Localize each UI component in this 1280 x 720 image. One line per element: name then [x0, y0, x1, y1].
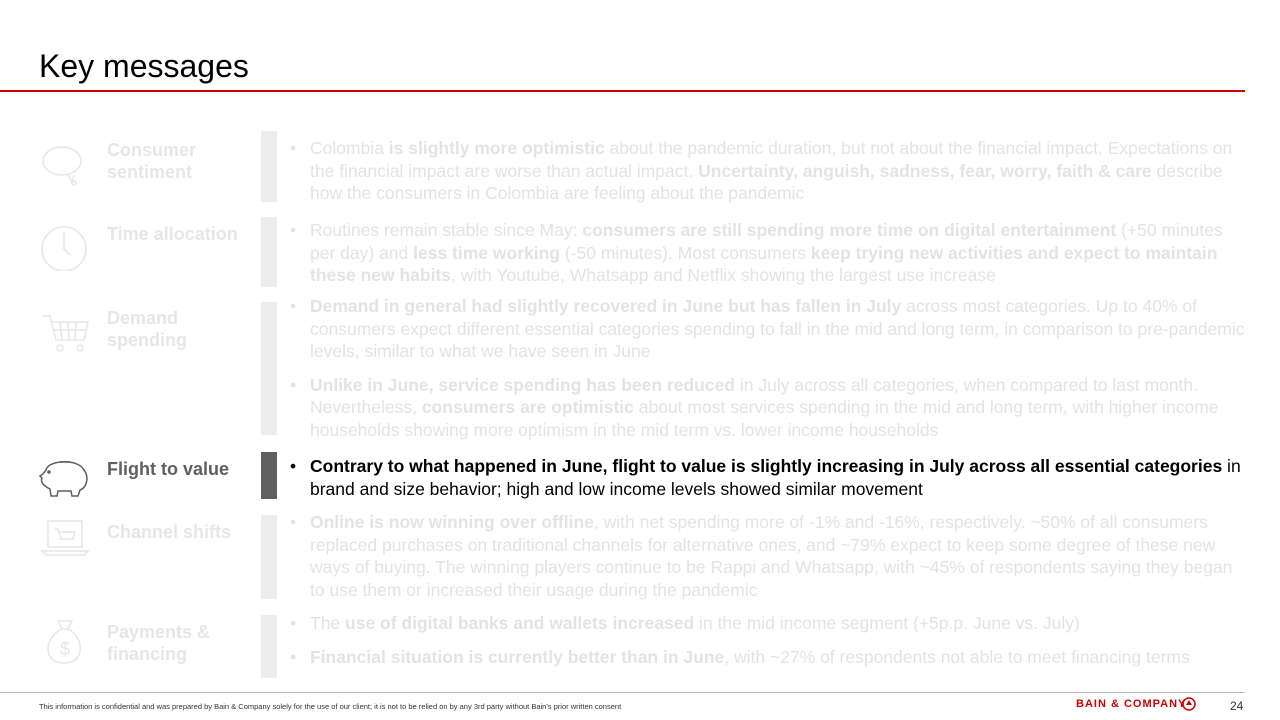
bullet-point: [290, 219, 1245, 287]
section-label: Payments & financing: [107, 622, 211, 664]
section-label: Consumer sentiment: [107, 140, 197, 182]
bullet-emphasis: less time working: [413, 242, 560, 263]
bullet-emphasis: Online is now winning over offline: [310, 512, 594, 532]
bullet-point: [290, 374, 1245, 442]
title-divider: [0, 90, 1245, 92]
bullet-point: [290, 612, 1245, 635]
section-bar: [261, 452, 277, 499]
speech-bubble-icon: [38, 139, 92, 189]
bullet-emphasis: Uncertainty, anguish, sadness, fear, worry, faith & care: [698, 160, 1152, 181]
bullet-text: describe how the consumers in Colombia are feeling about the pandemic: [310, 160, 1223, 203]
bullet-text: across most categories. Up to 40% of consumers expect different essential categories spending to fall in the mid and long term, in comparison to pre-pandemic levels, similar to what we have seen in June: [310, 296, 1245, 361]
piggy-bank-icon: [38, 454, 92, 504]
logo-mark-icon: [1182, 697, 1196, 711]
bullet-text: in the mid income segment (+5p.p. June vs. July): [694, 613, 1080, 633]
bullet-text: about most services spending in the mid and long term, with higher income households showing more optimism in the mid term vs. lower income households: [310, 397, 1219, 440]
bullet-text: (-50 minutes). Most consumers: [559, 242, 811, 263]
section-bar: [261, 217, 277, 287]
bullet-text: about the pandemic duration, but not about the financial impact. Expectations on the financial impact are worse than actual impact.: [310, 138, 1233, 181]
section-label: Demand spending: [107, 308, 187, 350]
laptop-cart-icon: [38, 515, 92, 565]
bullet-emphasis: Financial situation is currently better than in June: [310, 646, 725, 667]
bullet-text: Routines remain stable since May:: [310, 220, 583, 240]
section-bullets: [290, 455, 1245, 511]
money-bag-icon: [38, 617, 92, 667]
section-label: Channel shifts: [107, 522, 232, 542]
bullet-emphasis: keep trying new activities and expect to maintain these new habits: [310, 242, 1218, 285]
bullet-text: (+50 minutes per day) and: [310, 220, 1223, 263]
section-label: Time allocation: [107, 224, 238, 244]
bullet-point: [290, 646, 1245, 669]
company-logo: BAIN & COMPANY: [1076, 698, 1187, 710]
bullet-emphasis: Unlike in June, service spending has been reduced: [310, 374, 735, 395]
bullet-point: [290, 295, 1245, 363]
section-bullets: [290, 137, 1245, 216]
svg-text:$: $: [59, 639, 71, 659]
bullet-text: , with Youtube, Whatsapp and Netflix showing the largest use increase: [451, 265, 996, 285]
bullet-point: [290, 137, 1245, 205]
confidentiality-note: This information is confidential and was prepared by Bain & Company solely for the use of our client; it is not to be relied on by any 3rd party without Bain's prior written consent: [39, 702, 622, 711]
bullet-text: in brand and size behavior; high and low income levels showed similar movement: [310, 456, 1241, 499]
shopping-cart-icon: [38, 310, 92, 360]
bullet-text: Colombia: [310, 138, 389, 158]
bullet-text: , with ~27% of respondents not able to meet financing terms: [724, 646, 1190, 667]
bullet-emphasis: Contrary to what happened in June, flight to value is slightly increasing in July across all essential categories: [310, 456, 1223, 476]
page-number: 24: [1230, 699, 1244, 713]
section-label: Flight to value: [107, 459, 230, 479]
section-bar: [261, 515, 277, 599]
footer-divider: [0, 692, 1245, 693]
section-bullets: [290, 295, 1245, 452]
section-bar: [261, 615, 277, 678]
bullet-emphasis: consumers are optimistic: [421, 397, 634, 417]
bullet-emphasis: use of digital banks and wallets increased: [345, 613, 695, 633]
section-bullets: [290, 612, 1245, 679]
clock-icon: [38, 221, 92, 271]
bullet-point: [290, 455, 1245, 500]
section-bullets: [290, 219, 1245, 298]
bullet-text: in July across all categories, when compared to last month. Nevertheless,: [310, 374, 1198, 417]
section-bar: [261, 302, 277, 435]
bullet-emphasis: consumers are still spending more time on digital entertainment: [582, 220, 1117, 240]
bullet-emphasis: Demand in general had slightly recovered in June but has fallen in July: [310, 296, 902, 316]
bullet-point: [290, 511, 1245, 601]
bullet-text: The: [310, 613, 346, 633]
section-bar: [261, 131, 277, 202]
bullet-emphasis: is slightly more optimistic: [388, 138, 605, 158]
page-title: Key messages: [39, 48, 249, 84]
section-bullets: [290, 511, 1245, 612]
bullet-text: , with net spending more of -1% and -16%, respectively. ~50% of all consumers replaced purchases on traditional channels for alternative ones, and ~79% expect to keep some degree of these new ways of buying. The winning players continue to be Rappi and Whatsapp, with ~45% of respondents saying they began to use them or increased their usage during the pandemic: [310, 512, 1233, 600]
